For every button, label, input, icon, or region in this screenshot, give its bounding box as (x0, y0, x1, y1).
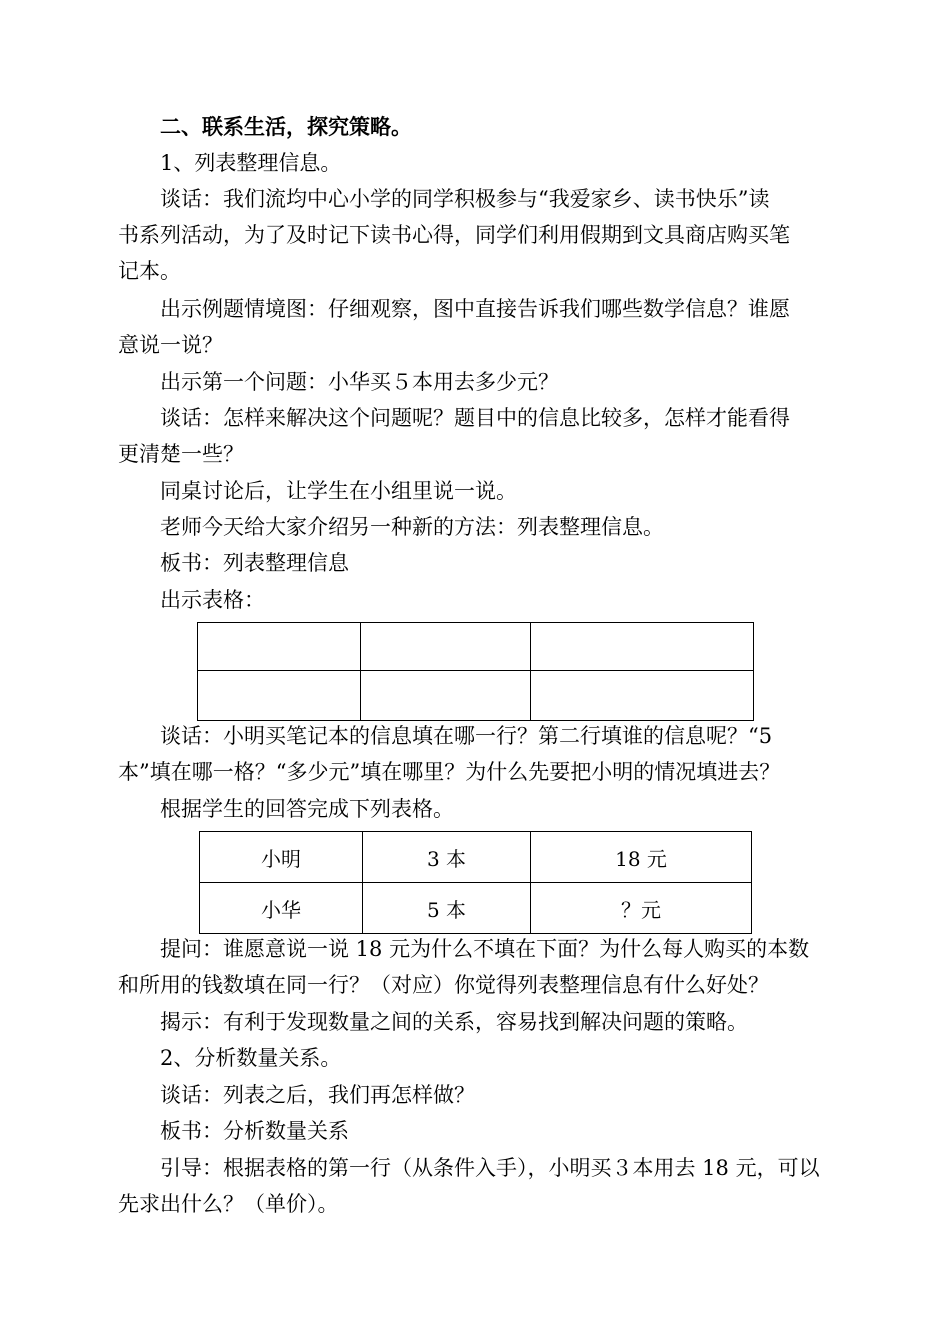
table-cell (531, 671, 754, 721)
section2-title: 2、分析数量关系。 (160, 1046, 342, 1070)
paragraph-line: 出示第一个问题：小华买５本用去多少元？ (160, 370, 559, 394)
table-cell-price: ？元 (531, 883, 752, 934)
table-cell (361, 623, 531, 671)
paragraph-line: 揭示：有利于发现数量之间的关系，容易找到解决问题的策略。 (160, 1010, 748, 1034)
table-cell (531, 623, 754, 671)
paragraph-line: 意说一说？ (118, 333, 223, 357)
paragraph-line: 板书：列表整理信息 (160, 551, 349, 575)
table-row (198, 623, 754, 671)
filled-table (199, 831, 752, 934)
table-cell-price: 18 元 (531, 832, 752, 883)
paragraph-line: 引导：根据表格的第一行（从条件入手），小明买３本用去 18 元，可以 (160, 1156, 820, 1180)
paragraph-line: 先求出什么？（单价）。 (118, 1192, 339, 1216)
paragraph-line: 谈话：怎样来解决这个问题呢？题目中的信息比较多，怎样才能看得 (160, 406, 790, 430)
table-cell-count: 3 本 (363, 832, 531, 883)
paragraph-line: 出示例题情境图：仔细观察，图中直接告诉我们哪些数学信息？谁愿 (160, 297, 790, 321)
table-cell (198, 623, 361, 671)
paragraph-line: 记本。 (118, 259, 181, 283)
paragraph-line: 同桌讨论后，让学生在小组里说一说。 (160, 479, 517, 503)
table-row (200, 883, 752, 934)
table-row (198, 671, 754, 721)
table-cell-name: 小华 (200, 883, 363, 934)
section-heading: 二、联系生活，探究策略。 (160, 114, 412, 139)
paragraph-line: 老师今天给大家介绍另一种新的方法：列表整理信息。 (160, 515, 664, 539)
paragraph-line: 书系列活动，为了及时记下读书心得，同学们利用假期到文具商店购买笔 (118, 223, 790, 247)
section1-title: 1、列表整理信息。 (160, 151, 342, 175)
paragraph-line: 谈话：我们流均中心小学的同学积极参与“我爱家乡、读书快乐”读 (160, 187, 770, 211)
empty-table (197, 622, 754, 721)
paragraph-line: 谈话：列表之后，我们再怎样做？ (160, 1083, 475, 1107)
table-cell (198, 671, 361, 721)
paragraph-line: 和所用的钱数填在同一行？（对应）你觉得列表整理信息有什么好处？ (118, 973, 769, 997)
paragraph-line: 谈话：小明买笔记本的信息填在哪一行？第二行填谁的信息呢？“5 (160, 724, 773, 748)
paragraph-line: 出示表格： (160, 588, 265, 612)
paragraph-line: 板书：分析数量关系 (160, 1119, 349, 1143)
table-cell-name: 小明 (200, 832, 363, 883)
paragraph-line: 提问：谁愿意说一说 18 元为什么不填在下面？为什么每人购买的本数 (160, 937, 810, 961)
table-row (200, 832, 752, 883)
paragraph-line: 根据学生的回答完成下列表格。 (160, 797, 454, 821)
table-cell (361, 671, 531, 721)
paragraph-line: 本”填在哪一格？“多少元”填在哪里？为什么先要把小明的情况填进去？ (118, 760, 781, 784)
table-cell-count: 5 本 (363, 883, 531, 934)
paragraph-line: 更清楚一些？ (118, 442, 244, 466)
